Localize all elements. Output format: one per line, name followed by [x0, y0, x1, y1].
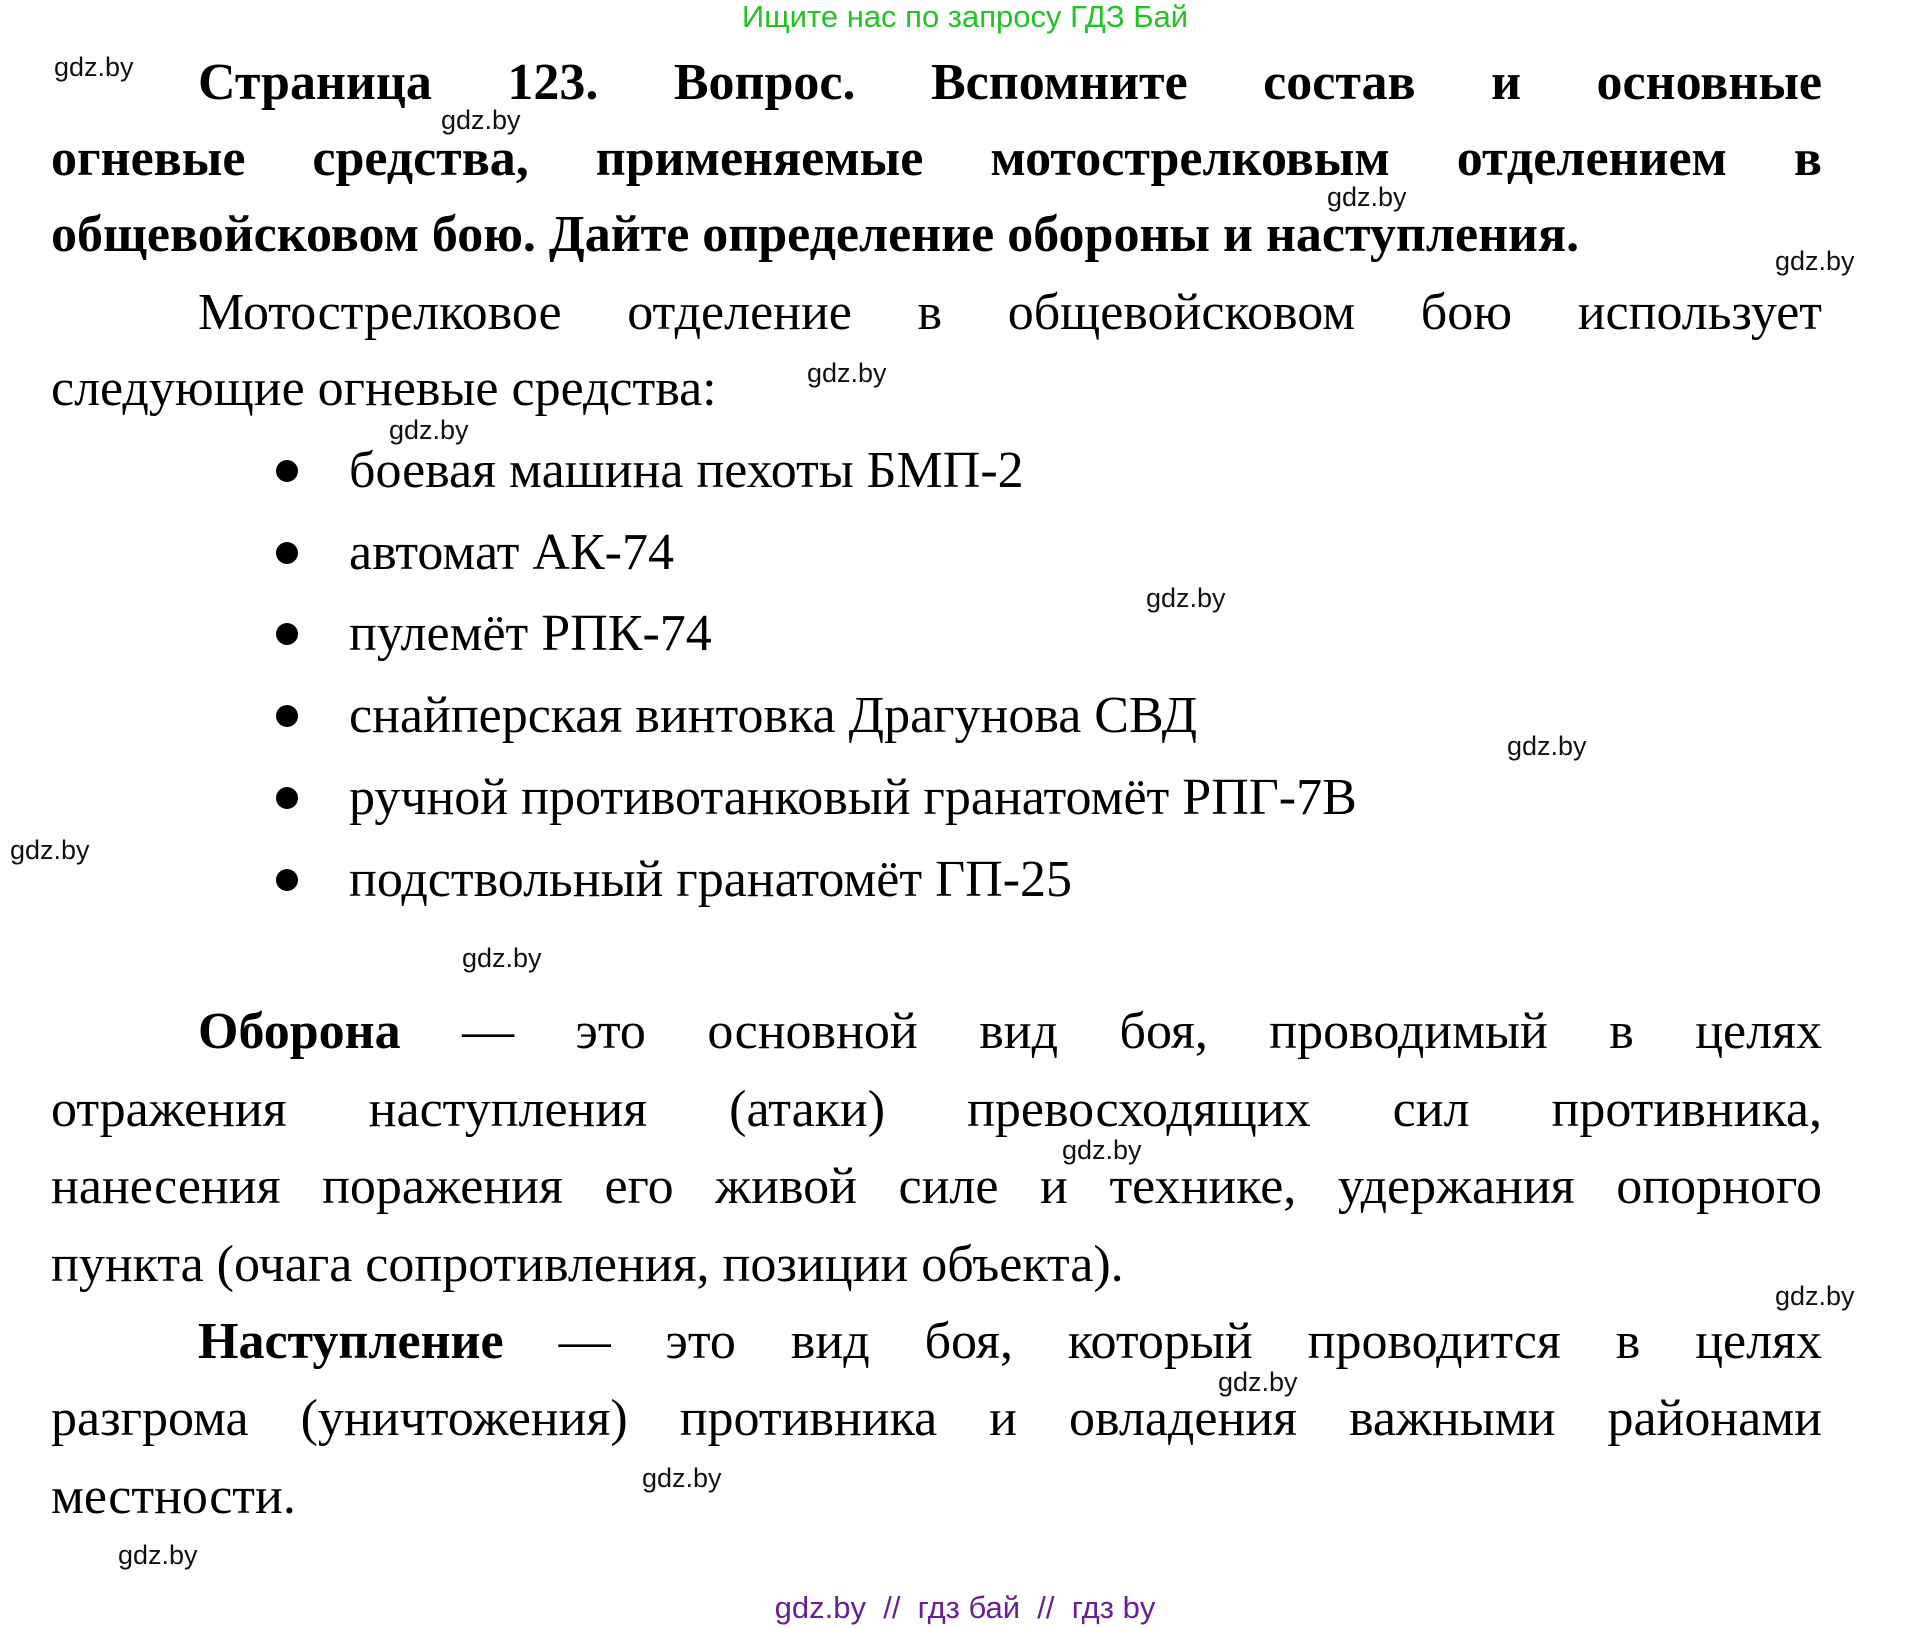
- list-item: подствольный гранатомёт ГП-25: [349, 851, 1073, 908]
- watermark: gdz.by: [462, 943, 542, 973]
- watermark: gdz.by: [441, 105, 521, 135]
- watermark: gdz.by: [1146, 583, 1226, 613]
- offense-line-1: [198, 1312, 1822, 1372]
- search-banner: Ищите нас по запросу ГДЗ Бай: [741, 0, 1189, 34]
- watermark: gdz.by: [1775, 1281, 1855, 1311]
- watermark: gdz.by: [1507, 731, 1587, 761]
- question-title-line-2: огневые средства, применяемые мотострелковым отделением в: [51, 130, 1822, 187]
- list-item: боевая машина пехоты БМП-2: [349, 442, 1024, 499]
- defense-line-1: [198, 1002, 1822, 1062]
- offense-line-3: местности.: [51, 1468, 296, 1525]
- bullet-icon: [276, 623, 298, 645]
- watermark: gdz.by: [389, 415, 469, 445]
- bullet-icon: [276, 705, 298, 727]
- watermark: gdz.by: [1327, 182, 1407, 212]
- watermark: gdz.by: [642, 1463, 722, 1493]
- bullet-icon: [276, 869, 298, 891]
- watermark: gdz.by: [1218, 1367, 1298, 1397]
- defense-term: Оборона: [198, 1003, 401, 1060]
- list-item: снайперская винтовка Драгунова СВД: [349, 687, 1198, 744]
- defense-line-2: отражения наступления (атаки) превосходящих сил противника,: [51, 1081, 1822, 1138]
- watermark: gdz.by: [118, 1540, 198, 1570]
- bullet-icon: [276, 460, 298, 482]
- bullet-icon: [276, 542, 298, 564]
- intro-line-1: Мотострелковое отделение в общевойсковом бою использует: [198, 284, 1822, 341]
- watermark: gdz.by: [1775, 246, 1855, 276]
- watermark: gdz.by: [807, 358, 887, 388]
- offense-text: — это вид боя, который проводится в целях: [558, 1313, 1822, 1370]
- defense-line-3: нанесения поражения его живой силе и технике, удержания опорного: [51, 1158, 1822, 1215]
- defense-text: — это основной вид боя, проводимый в целях: [462, 1003, 1823, 1060]
- list-item: ручной противотанковый гранатомёт РПГ-7В: [349, 769, 1357, 826]
- offense-term: Наступление: [198, 1313, 504, 1370]
- intro-line-2: следующие огневые средства:: [51, 360, 717, 417]
- watermark: gdz.by: [1062, 1135, 1142, 1165]
- watermark: gdz.by: [54, 52, 134, 82]
- footer-links: gdz.by // гдз бай // гдз by: [774, 1590, 1156, 1625]
- question-title-line-1: Страница 123. Вопрос. Вспомните состав и основные: [198, 54, 1822, 111]
- list-item: автомат АК-74: [349, 524, 674, 581]
- bullet-icon: [276, 787, 298, 809]
- defense-line-4: пункта (очага сопротивления, позиции объекта).: [51, 1236, 1124, 1293]
- watermark: gdz.by: [10, 835, 90, 865]
- list-item: пулемёт РПК-74: [349, 605, 712, 662]
- question-title-line-3: общевойсковом бою. Дайте определение обороны и наступления.: [51, 206, 1580, 263]
- offense-line-2: разгрома (уничтожения) противника и овладения важными районами: [51, 1390, 1822, 1447]
